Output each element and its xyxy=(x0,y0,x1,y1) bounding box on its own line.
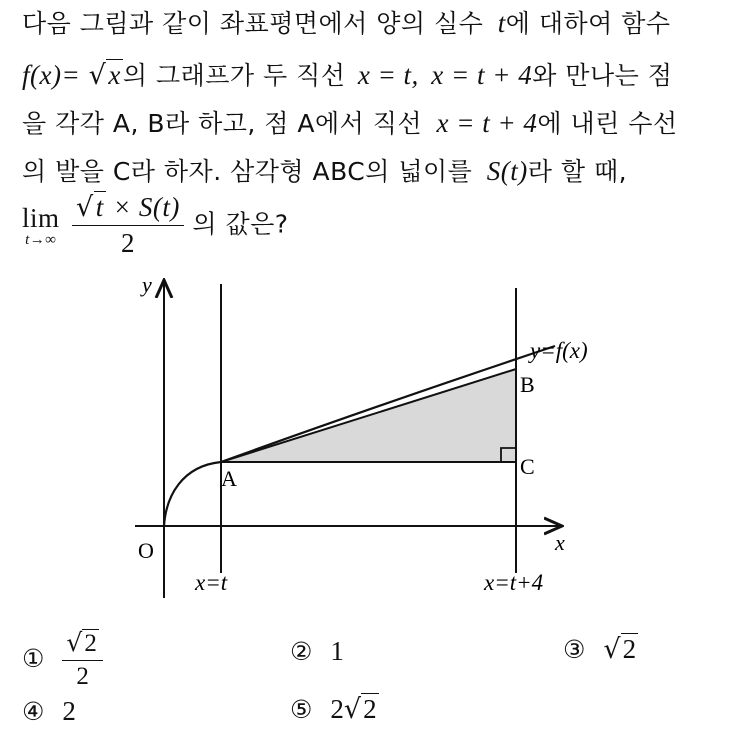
choice-2-mark: ② xyxy=(290,637,313,666)
problem-line-3 xyxy=(22,104,678,140)
line4-end: 라 할 때, xyxy=(527,157,628,186)
point-c-label: C xyxy=(520,454,535,479)
choice-2[interactable] xyxy=(290,636,344,667)
point-b-label: B xyxy=(520,372,535,397)
lim-word: lim xyxy=(22,202,60,233)
choice-4-value: 2 xyxy=(62,696,76,726)
curve-label: y=f(x) xyxy=(530,338,588,363)
y-axis-label: y xyxy=(142,272,152,297)
problem-line-2 xyxy=(22,56,672,92)
choice-5-value: 2√2 xyxy=(330,694,377,725)
choice-1[interactable] xyxy=(22,628,103,691)
choice-1-value: $\frac{√2}{2}$ xyxy=(62,628,102,691)
x-axis-label: x xyxy=(555,530,565,555)
fraction-numerator: √t × S(t) xyxy=(72,192,184,226)
line1-end: 에 대하여 함수 xyxy=(505,9,671,38)
choice-4-mark: ④ xyxy=(22,697,45,726)
origin-label: O xyxy=(138,538,154,563)
line1-text: 다음 그림과 같이 좌표평면에서 양의 실수 xyxy=(22,9,484,38)
line2-text: 의 그래프가 두 직선 xyxy=(122,61,346,90)
triangle-abc xyxy=(221,369,516,462)
sqrt-x-arg: x xyxy=(108,60,121,90)
times-S: × S(t) xyxy=(112,192,180,222)
line-right-label: x=t+4 xyxy=(484,570,544,595)
graph-figure xyxy=(0,268,750,598)
sqrt-x: √x xyxy=(88,60,121,91)
area-S: S(t) xyxy=(486,156,528,186)
problem-line-4 xyxy=(22,152,627,188)
line3-eq: x = t + 4 xyxy=(436,108,538,138)
problem-line-1 xyxy=(22,4,671,40)
line2-end: 와 만나는 점 xyxy=(532,61,673,90)
eq-x-t4: x = t + 4 xyxy=(431,60,533,90)
limit-expression xyxy=(22,204,60,248)
choice-5-value-text xyxy=(379,694,380,695)
choice-2-value: 1 xyxy=(330,636,344,666)
eq-x-t: x = t, xyxy=(357,60,419,90)
point-a-label: A xyxy=(221,466,237,491)
choice-3[interactable] xyxy=(563,634,638,665)
sqrt-t: t xyxy=(95,192,104,222)
var-t: t xyxy=(497,8,506,38)
choice-3-value-text xyxy=(638,634,639,635)
question-end: 의 값은? xyxy=(192,209,289,239)
line3-text: 을 각각 A, B라 하고, 점 A에서 직선 xyxy=(22,109,423,138)
function-fx: f(x)= xyxy=(22,60,81,90)
choice-3-value: √2 xyxy=(603,634,637,665)
line4-text: 의 발을 C라 하자. 삼각형 ABC의 넓이를 xyxy=(22,157,473,186)
choice-1-mark: ① xyxy=(22,643,45,673)
line-left-label: x=t xyxy=(195,570,228,595)
choice-4[interactable] xyxy=(22,696,76,727)
problem-line-5 xyxy=(22,192,289,259)
line3-end: 에 내린 수선 xyxy=(537,109,678,138)
lim-subscript: t→∞ xyxy=(25,231,57,248)
choice-5[interactable] xyxy=(290,694,379,725)
choice-1-value-text xyxy=(103,628,104,629)
fraction-denominator: 2 xyxy=(120,228,135,258)
limit-fraction xyxy=(72,192,184,259)
choice-5-mark: ⑤ xyxy=(290,695,313,724)
choice-3-mark: ③ xyxy=(563,635,586,664)
